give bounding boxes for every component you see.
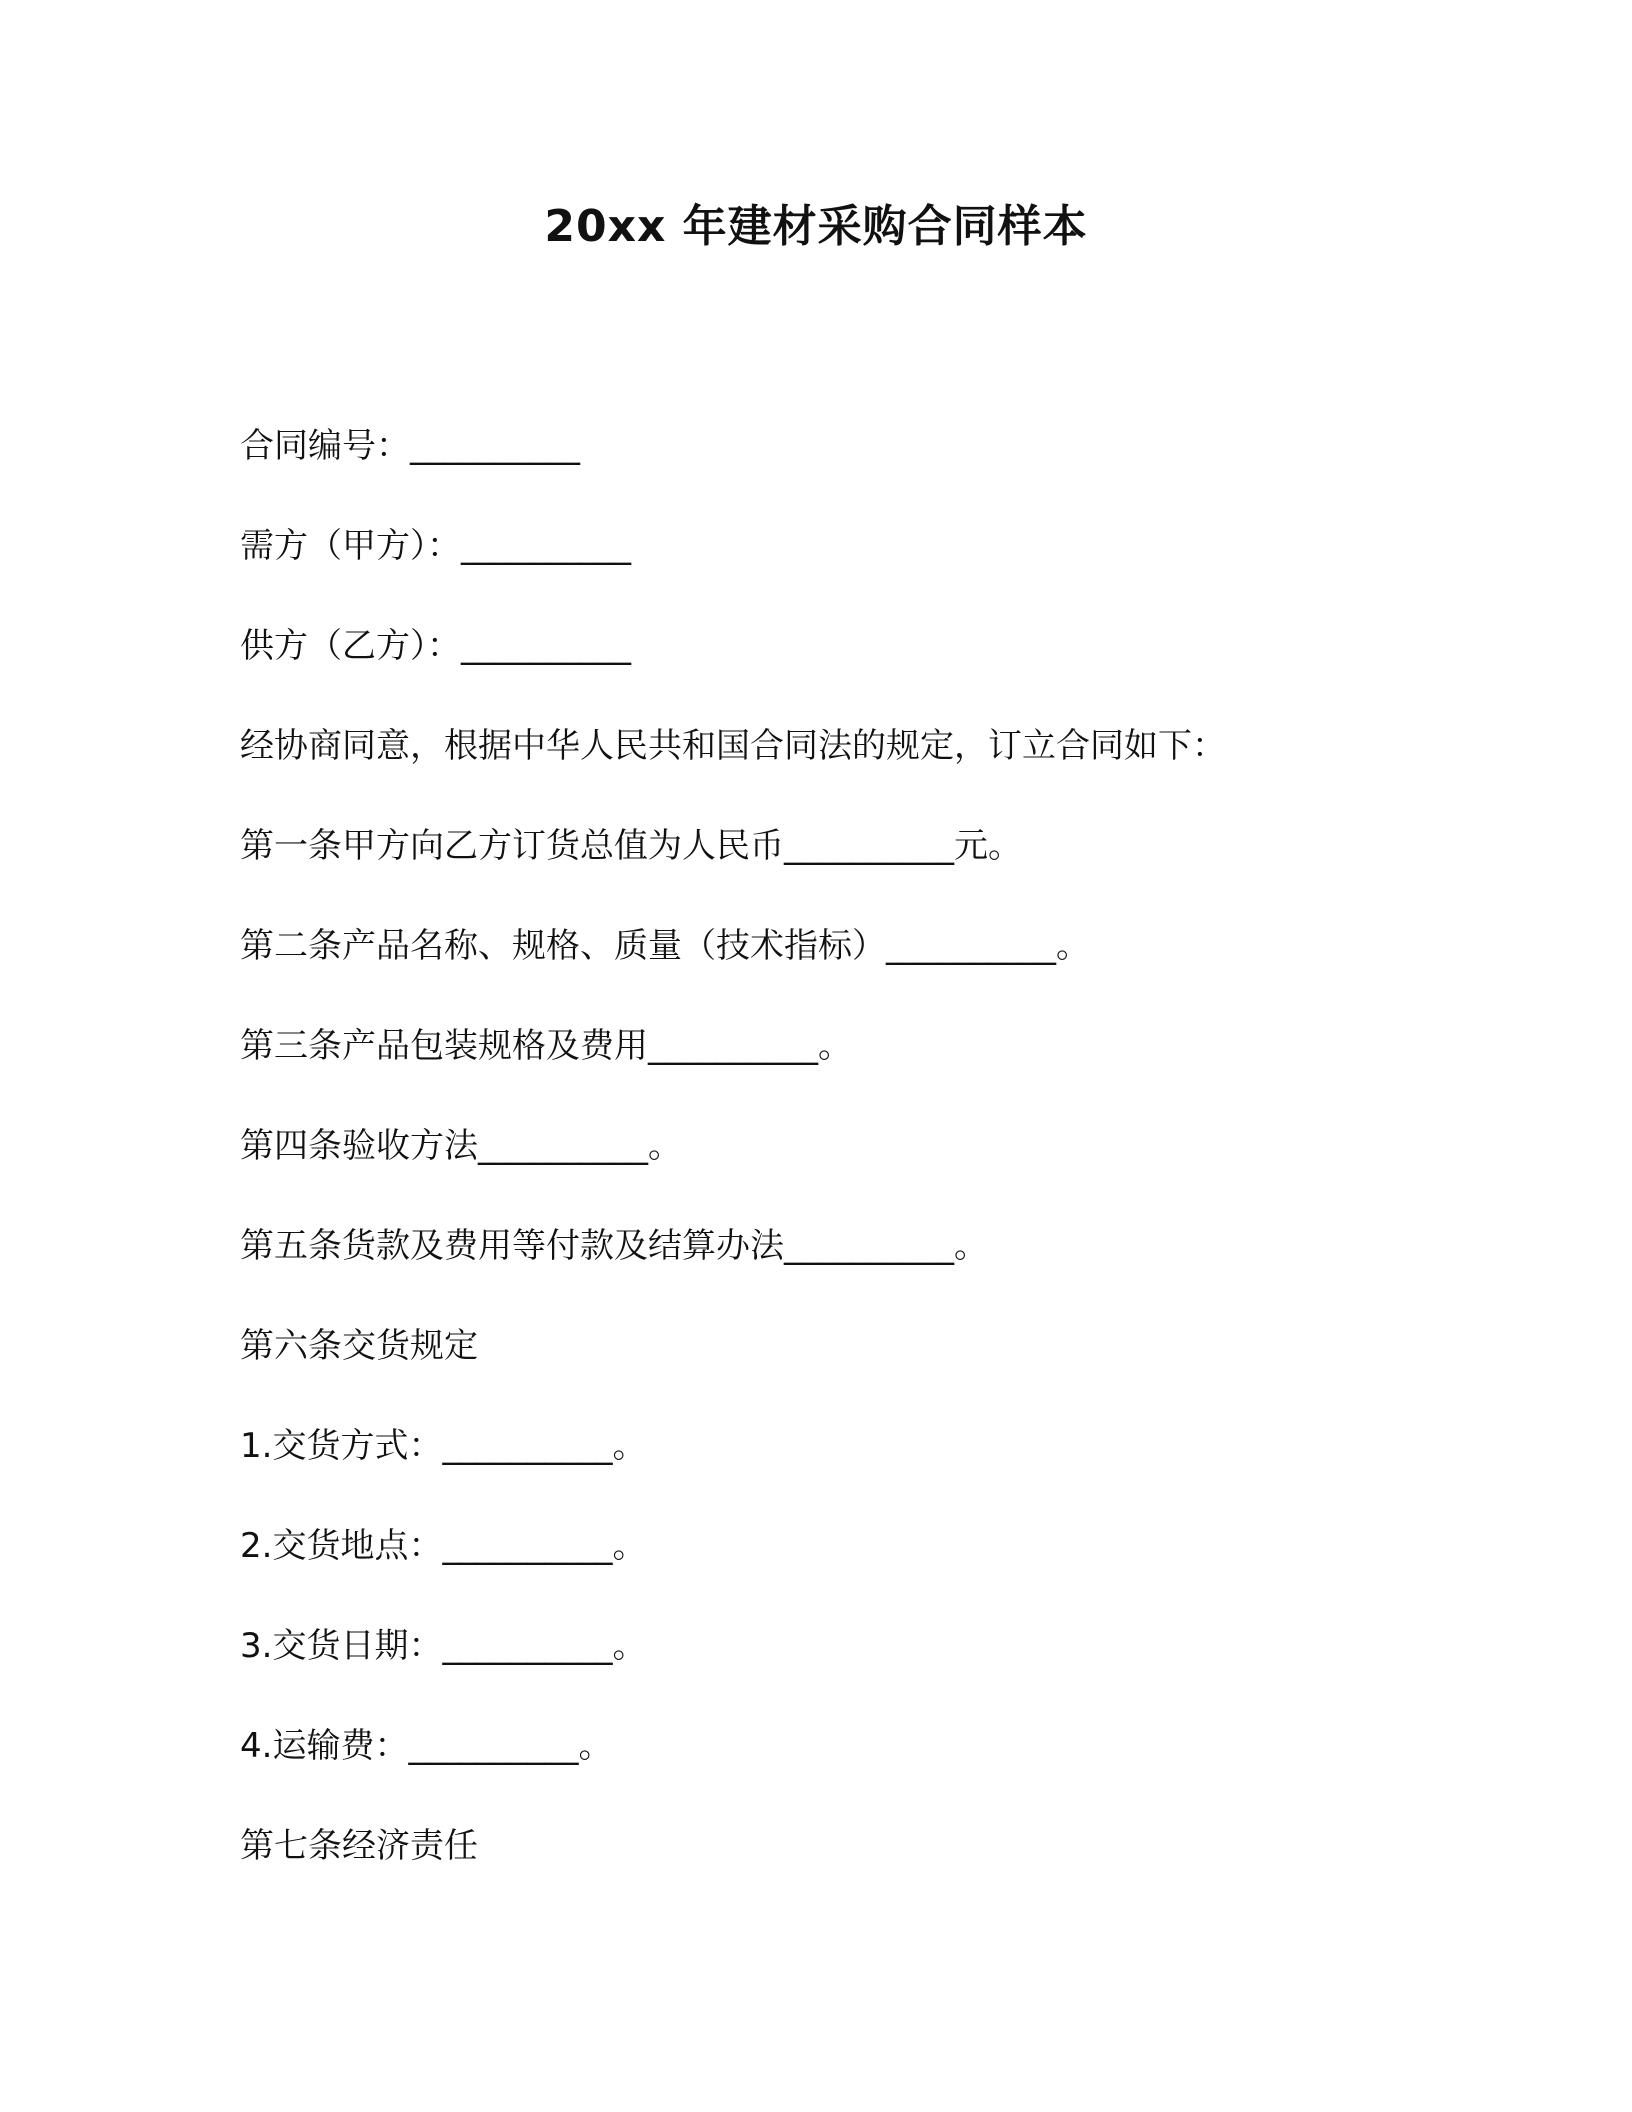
article-7-heading: 第七条经济责任 bbox=[240, 1826, 478, 1866]
article-6-heading: 第六条交货规定 bbox=[240, 1326, 478, 1366]
delivery-location-item: 2.交货地点：__________。 bbox=[240, 1526, 647, 1566]
contract-body bbox=[240, 416, 1420, 1916]
article-1: 第一条甲方向乙方订货总值为人民币__________元。 bbox=[240, 826, 1022, 866]
article-3: 第三条产品包装规格及费用__________。 bbox=[240, 1026, 852, 1066]
agreement-preamble: 经协商同意，根据中华人民共和国合同法的规定，订立合同如下： bbox=[240, 726, 1226, 766]
article-4: 第四条验收方法__________。 bbox=[240, 1126, 682, 1166]
delivery-method-item: 1.交货方式：__________。 bbox=[240, 1426, 647, 1466]
buyer-party-line: 需方（甲方）：__________ bbox=[240, 526, 631, 566]
freight-cost-item: 4.运输费：__________。 bbox=[240, 1726, 613, 1766]
article-2: 第二条产品名称、规格、质量（技术指标）__________。 bbox=[240, 926, 1090, 966]
supplier-party-line: 供方（乙方）：__________ bbox=[240, 626, 631, 666]
document-title: 20xx 年建材采购合同样本 bbox=[544, 201, 1088, 252]
contract-number-line: 合同编号：__________ bbox=[240, 426, 580, 466]
delivery-date-item: 3.交货日期：__________。 bbox=[240, 1626, 647, 1666]
article-5: 第五条货款及费用等付款及结算办法__________。 bbox=[240, 1226, 988, 1266]
